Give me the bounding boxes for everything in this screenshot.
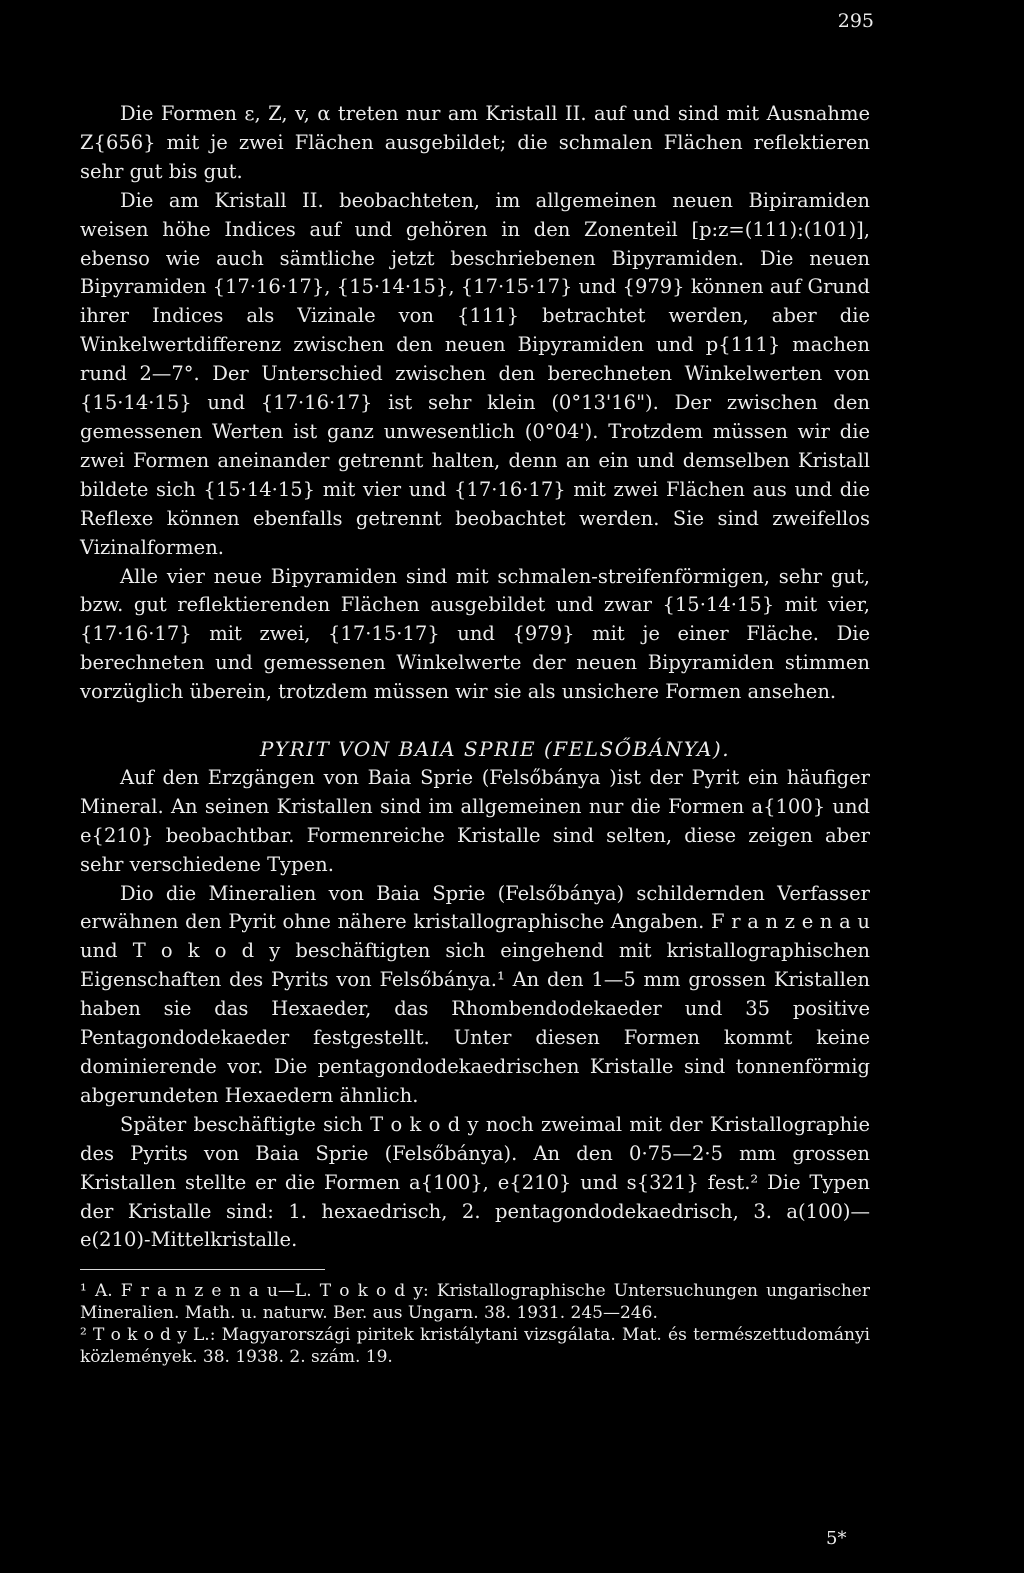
- footnote: ¹ A. F r a n z e n a u—L. T o k o d y: Kristallographische Untersuchungen ungarischer Mineralien. Math. u. naturw. Ber. aus Ungarn. 38. 1931. 245—246.: [80, 1281, 870, 1324]
- paragraph: Dio die Mineralien von Baia Sprie (Felsőbánya) schildernden Verfasser erwähnen den Pyrit ohne nähere kristallographische Angaben. F r a n z e n a u und T o k o d y beschäftigten sich eingehend mit kristallographischen Eigenschaften des Pyrits von Felsőbánya.¹ An den 1—5 mm grossen Kristallen haben sie das Hexaeder, das Rhombendodekaeder und 35 positive Pentagondodekaeder festgestellt. Unter diesen Formen kommt keine dominierende vor. Die pentagondodekaedrischen Kristalle sind tonnenförmig abgerundeten Hexaedern ähnlich.: [80, 881, 870, 1107]
- paragraph: Die Formen ε, Z, v, α treten nur am Kristall II. auf und sind mit Ausnahme Z{656} mit je zwei Flächen ausgebildet; die schmalen Flächen reflektieren sehr gut bis gut.: [80, 102, 870, 183]
- paragraph: Alle vier neue Bipyramiden sind mit schmalen-streifenförmigen, sehr gut, bzw. gut reflektierenden Flächen ausgebildet und zwar {15·14·15} mit vier, {17·16·17} mit zwei, {17·15·17} und {979} mit je einer Fläche. Die berechneten und gemessenen Winkelwerte der neuen Bipyramiden stimmen vorzüglich überein, trotzdem müssen wir sie als unsichere Formen ansehen.: [80, 564, 870, 704]
- paragraph: Die am Kristall II. beobachteten, im allgemeinen neuen Bipiramiden weisen höhe Indices auf und gehören in den Zonenteil [p:z=(111):(101)], ebenso wie auch sämtliche jetzt beschriebenen Bipyramiden. Die neuen Bipyramiden {17·16·17}, {15·14·15}, {17·15·17} und {979} können auf Grund ihrer Indices als Vizinale von {111} betrachtet werden, aber die Winkelwertdifferenz zwischen den neuen Bipyramiden und p{111} machen rund 2—7°. Der Unterschied zwischen den berechneten Winkelwerten von {15·14·15} und {17·16·17} ist sehr klein (0°13'16"). Der zwischen den gemessenen Werten ist ganz unwesentlich (0°04'). Trotzdem müssen wir die zwei Formen aneinander getrennt halten, denn an ein und demselben Kristall bildete sich {15·14·15} mit vier und {17·16·17} mit zwei Flächen aus und die Reflexe können ebenfalls getrennt beobachtet werden. Sie sind zweifellos Vizinalformen.: [80, 188, 870, 559]
- footnote: ² T o k o d y L.: Magyarországi piritek kristálytani vizsgálata. Mat. és természettudományi közlemények. 38. 1938. 2. szám. 19.: [80, 1325, 870, 1368]
- signature-mark: 5*: [826, 1528, 847, 1549]
- footnote-rule: [80, 1269, 325, 1270]
- section-gap: [80, 707, 870, 735]
- paragraph: Später beschäftigte sich T o k o d y noch zweimal mit der Kristallographie des Pyrits von Baia Sprie (Felsőbánya). An den 0·75—2·5 mm grossen Kristallen stellte er die Formen a{100}, e{210} und s{321} fest.² Die Typen der Kristalle sind: 1. hexaedrisch, 2. pentagondodekaedrisch, 3. a(100)—e(210)-Mittelkristalle.: [80, 1112, 870, 1252]
- section-heading: PYRIT VON BAIA SPRIE (FELSŐBÁNYA).: [259, 737, 731, 762]
- page-body: [80, 100, 870, 1368]
- footnotes: [80, 1280, 870, 1368]
- paragraph: Auf den Erzgängen von Baia Sprie (Felsőbánya )ist der Pyrit ein häufiger Mineral. An seinen Kristallen sind im allgemeinen nur die Formen a{100} und e{210} beobachtbar. Formenreiche Kristalle sind selten, diese zeigen aber sehr verschiedene Typen.: [80, 765, 870, 876]
- page-number: 295: [837, 10, 874, 32]
